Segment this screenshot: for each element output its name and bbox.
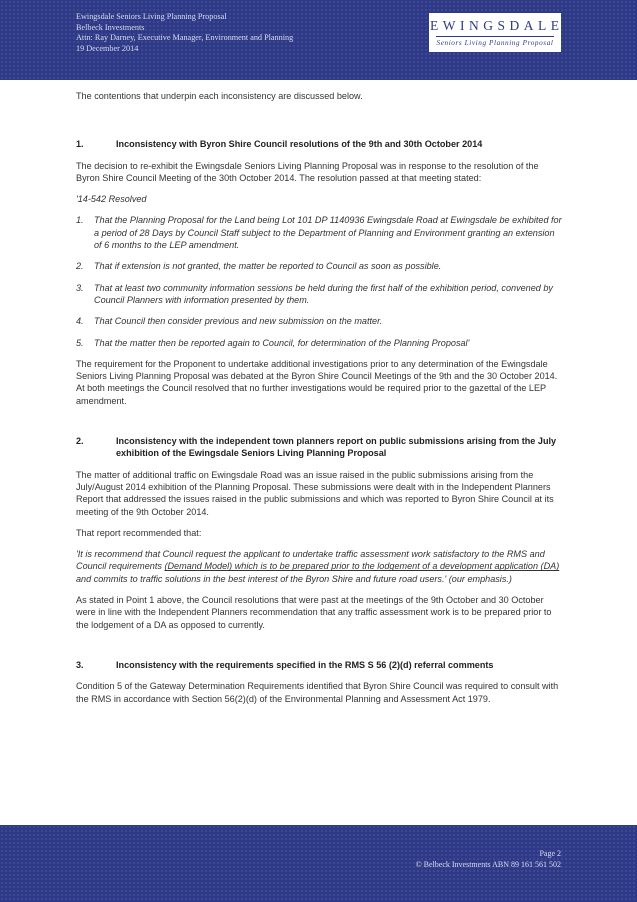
- ewingsdale-logo: [429, 13, 564, 52]
- section-3-number: 3.: [76, 659, 84, 670]
- section-1-number: 1.: [76, 139, 84, 150]
- resolution-item-number: 4.: [76, 316, 84, 327]
- section-3-paragraph-1: Condition 5 of the Gateway Determination Requirements identified that Byron Shire Council was required to consult with the RMS in accordance with Section 56(2)(d) of the Environmental Planning and Assessment Act 1979.: [76, 681, 559, 704]
- resolution-item-number: 2.: [76, 261, 84, 272]
- section-1-heading: [76, 138, 562, 150]
- header-date: 19 December 2014: [76, 43, 139, 53]
- section-3-title: Inconsistency with the requirements specified in the RMS S 56 (2)(d) referral comments: [116, 659, 494, 670]
- section-2-number: 2.: [76, 436, 84, 447]
- logo-sub-text: Seniors Living Planning Proposal: [436, 36, 554, 47]
- resolution-item-number: 5.: [76, 337, 84, 348]
- document-body: [76, 88, 562, 705]
- resolution-item-text: That the matter then be reported again to Council, for determination of the Planning Proposal': [94, 337, 470, 348]
- resolution-item-text: That at least two community information sessions be held during the first half of the exhibition period, convened by Council Planners with information presented by them.: [94, 282, 553, 305]
- resolution-item: [76, 214, 562, 251]
- footer-copyright: © Belbeck Investments ABN 89 161 561 502: [415, 860, 561, 869]
- section-2-heading: [76, 435, 562, 460]
- quote-end: and commits to traffic solutions in the best interest of the Byron Shire and future road users.' (our emphasis.): [76, 573, 512, 584]
- resolution-item: [76, 315, 562, 327]
- resolution-item-number: 3.: [76, 282, 84, 293]
- header-text: [76, 12, 293, 54]
- resolution-item-number: 1.: [76, 215, 84, 226]
- planners-quote: [76, 548, 562, 585]
- section-2-paragraph-3: As stated in Point 1 above, the Council resolutions that were past at the meetings of the 9th October and 30 October were in line with the Independent Planners recommendation that any traffic assessment work is to be prepared prior to the lodgement of a DA as opposed to currently.: [76, 595, 552, 630]
- resolution-item-text: That the Planning Proposal for the Land being Lot 101 DP 1140936 Ewingsdale Road at Ewingsdale be exhibited for a period of 28 Days by Council Staff subject to the Department of Planning and Environment granting an extension of 6 months to the LEP amendment.: [94, 215, 562, 251]
- section-1-paragraph-2: The requirement for the Proponent to undertake additional investigations prior to any determination of the Ewingsdale Seniors Living Planning Proposal was debated at the Byron Shire Council Meetings of the 9th and the 30 October 2014. At both meetings the Council resolved that no further investigations would be required prior to the gazettal of the LEP amendment.: [76, 358, 558, 406]
- intro-paragraph: The contentions that underpin each inconsistency are discussed below.: [76, 91, 363, 101]
- header-title: Ewingsdale Seniors Living Planning Proposal: [76, 12, 227, 21]
- header-company: Belbeck Investments: [76, 22, 145, 32]
- resolution-item: [76, 260, 562, 272]
- resolution-item: [76, 337, 562, 349]
- resolution-label: '14-542 Resolved: [76, 194, 147, 205]
- resolution-item-text: That Council then consider previous and new submission on the matter.: [94, 316, 383, 327]
- section-2-paragraph-1: The matter of additional traffic on Ewingsdale Road was an issue raised in the public submissions arising from the July/August 2014 exhibition of the Planning Proposal. These submissions were dealt with in the Independent Planners Report that addressed the issues raised in the public submissions and which was reported to Byron Shire Council at its meeting of the 9th October 2014.: [76, 469, 554, 517]
- header-attention: Attn: Ray Darney, Executive Manager, Environment and Planning: [76, 33, 294, 42]
- page-footer: [0, 825, 637, 902]
- quote-emphasis: (Demand Model) which is to be prepared prior to the lodgement of a development application (DA): [164, 561, 560, 572]
- resolution-item: [76, 282, 562, 307]
- section-2-paragraph-2: That report recommended that:: [76, 527, 202, 538]
- page-number: Page 2: [539, 849, 561, 858]
- resolution-item-text: That if extension is not granted, the matter be reported to Council as soon as possible.: [94, 261, 442, 272]
- section-2-title: Inconsistency with the independent town planners report on public submissions arising from the July exhibition of the Ewingsdale Seniors Living Planning Proposal: [116, 436, 557, 459]
- section-1-title: Inconsistency with Byron Shire Council resolutions of the 9th and 30th October 2014: [116, 139, 483, 150]
- section-3-heading: [76, 659, 562, 671]
- section-1-paragraph-1: The decision to re-exhibit the Ewingsdale Seniors Living Planning Proposal was in response to the resolution of the Byron Shire Council Meeting of the 30th October 2014. The resolution passed at that meeting stated:: [76, 160, 539, 183]
- logo-main-text: EWINGSDALE: [430, 18, 564, 33]
- page-header: [0, 0, 637, 80]
- quote-start: 'It is recommend that Council request the applicant to undertake traffic assessment work satisfactory to the RMS and Council requirements: [76, 549, 545, 572]
